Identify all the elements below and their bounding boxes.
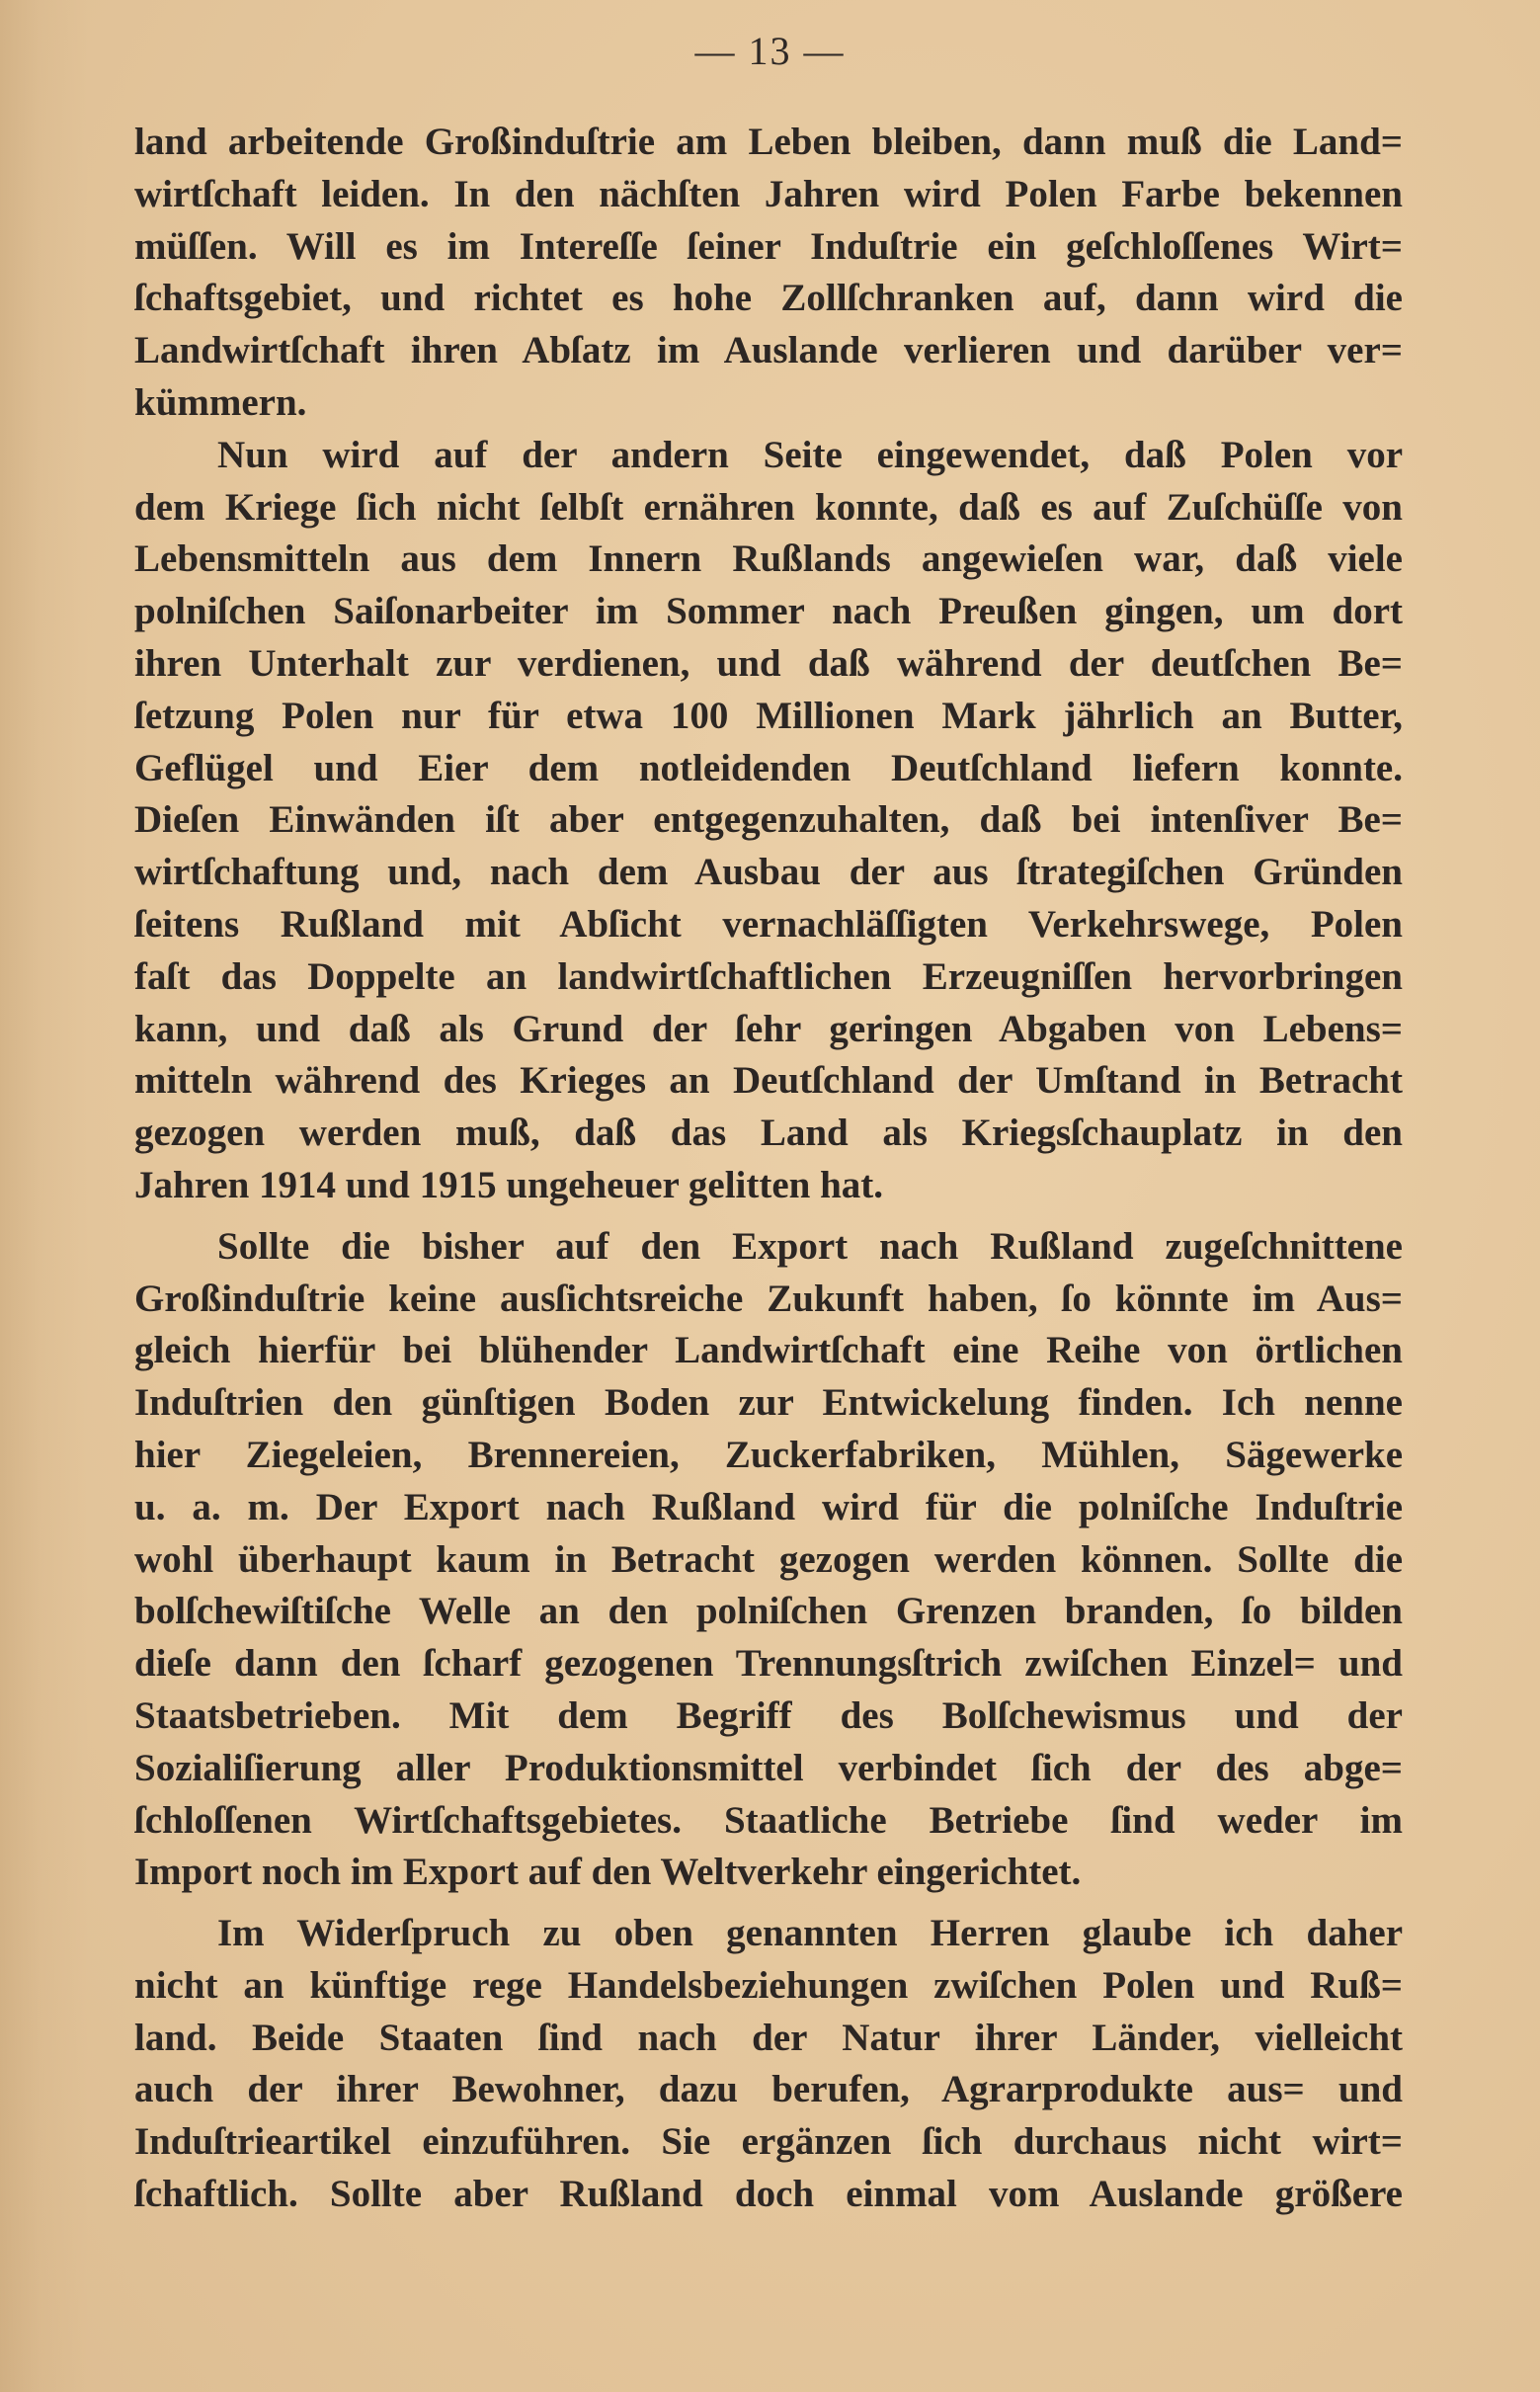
text-line: ſchloſſenen Wirtſchaftsgebietes. Staatliche Betriebe ſind weder im	[134, 1798, 1403, 1842]
text-line: Dieſen Einwänden iſt aber entgegenzuhalten, daß bei intenſiver Be=	[134, 798, 1403, 842]
text-line: kümmern.	[134, 380, 307, 424]
text-line: müſſen. Will es im Intereſſe ſeiner Induſtrie ein geſchloſſenes Wirt=	[134, 224, 1403, 268]
text-line: faſt das Doppelte an landwirtſchaftlichen Erzeugniſſen hervorbringen	[134, 954, 1403, 998]
text-line: gezogen werden muß, daß das Land als Kriegsſchauplatz in den	[134, 1112, 1403, 1155]
text-line: dem Kriege ſich nicht ſelbſt ernähren konnte, daß es auf Zuſchüſſe von	[134, 485, 1403, 529]
text-line: wirtſchaft leiden. In den nächſten Jahren wird Polen Farbe bekennen	[134, 172, 1403, 215]
text-line: ſchaftsgebiet, und richtet es hohe Zollſchranken auf, dann wird die	[134, 277, 1403, 320]
text-line: kann, und daß als Grund der ſehr geringen Abgaben von Lebens=	[134, 1007, 1403, 1050]
text-line: Im Widerſpruch zu oben genannten Herren glaube ich daher	[217, 1912, 1403, 1955]
text-line: nicht an künftige rege Handelsbeziehungen zwiſchen Polen und Ruß=	[134, 1963, 1403, 2007]
text-line: dieſe dann den ſcharf gezogenen Trennungsſtrich zwiſchen Einzel= und	[134, 1642, 1403, 1686]
text-line: Landwirtſchaft ihren Abſatz im Auslande verlieren und darüber ver=	[134, 329, 1403, 372]
paragraph	[134, 117, 1403, 430]
text-line: mitteln während des Krieges an Deutſchland der Umſtand in Betracht	[134, 1059, 1403, 1103]
text-line: hier Ziegeleien, Brennereien, Zuckerfabriken, Mühlen, Sägewerke	[134, 1433, 1403, 1476]
text-line: Induſtrien den günſtigen Boden zur Entwickelung finden. Ich nenne	[134, 1381, 1403, 1425]
text-line: ſetzung Polen nur für etwa 100 Millionen Mark jährlich an Butter,	[134, 694, 1403, 737]
text-line: ihren Unterhalt zur verdienen, und daß während der deutſchen Be=	[134, 641, 1403, 685]
text-line: Import noch im Export auf den Weltverkehr eingerichtet.	[134, 1851, 1082, 1894]
text-line: auch der ihrer Bewohner, dazu berufen, Agrarprodukte aus= und	[134, 2068, 1403, 2111]
text-line: Geflügel und Eier dem notleidenden Deutſchland liefern konnte.	[134, 746, 1403, 789]
page-number: — 13 —	[694, 29, 846, 73]
paragraph	[134, 1908, 1403, 2221]
body-text	[134, 117, 1403, 2221]
text-line: land. Beide Staaten ſind nach der Natur ihrer Länder, vielleicht	[134, 2016, 1403, 2059]
text-line: Sozialiſierung aller Produktionsmittel verbindet ſich der des abge=	[134, 1746, 1403, 1789]
text-line: bolſchewiſtiſche Welle an den polniſchen Grenzen branden, ſo bilden	[134, 1590, 1403, 1633]
paragraph	[134, 430, 1403, 1212]
text-line: ſchaftlich. Sollte aber Rußland doch einmal vom Auslande größere	[134, 2173, 1403, 2216]
text-line: gleich hierfür bei blühender Landwirtſchaft eine Reihe von örtlichen	[134, 1329, 1403, 1372]
text-line: ſeitens Rußland mit Abſicht vernachläſſigten Verkehrswege, Polen	[134, 902, 1403, 946]
text-line: u. a. m. Der Export nach Rußland wird für die polniſche Induſtrie	[134, 1485, 1403, 1528]
text-line: Großinduſtrie keine ausſichtsreiche Zukunft haben, ſo könnte im Aus=	[134, 1277, 1403, 1320]
text-line: Lebensmitteln aus dem Innern Rußlands angewieſen war, daß viele	[134, 537, 1403, 581]
text-line: Staatsbetrieben. Mit dem Begriff des Bolſchewismus und der	[134, 1693, 1403, 1737]
text-line: polniſchen Saiſonarbeiter im Sommer nach Preußen gingen, um dort	[134, 590, 1403, 633]
text-line: wirtſchaftung und, nach dem Ausbau der aus ſtrategiſchen Gründen	[134, 851, 1403, 894]
text-line: Induſtrieartikel einzuführen. Sie ergänzen ſich durchaus nicht wirt=	[134, 2120, 1403, 2164]
text-line: wohl überhaupt kaum in Betracht gezogen werden können. Sollte die	[134, 1537, 1403, 1581]
text-line: Nun wird auf der andern Seite eingewendet, daß Polen vor	[217, 433, 1403, 476]
paragraph	[134, 1221, 1403, 1899]
text-line: Sollte die bisher auf den Export nach Rußland zugeſchnittene	[217, 1224, 1403, 1268]
text-line: land arbeitende Großinduſtrie am Leben bleiben, dann muß die Land=	[134, 121, 1403, 163]
text-line: Jahren 1914 und 1915 ungeheuer gelitten hat.	[134, 1163, 884, 1206]
